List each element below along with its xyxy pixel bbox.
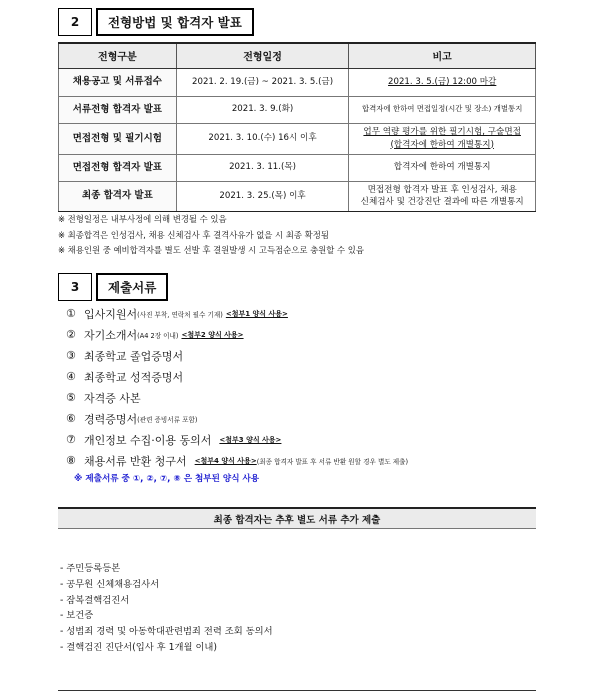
row-category: 최종 합격자 발표	[59, 181, 177, 211]
row-note	[349, 181, 536, 211]
final-documents-heading: 최종 합격자는 추후 별도 서류 추가 제출	[58, 507, 536, 529]
list-item	[66, 366, 408, 387]
row-schedule: 2021. 3. 10.(수) 16시 이후	[176, 123, 349, 154]
row-schedule: 2021. 3. 25.(목) 이후	[176, 181, 349, 211]
list-item	[66, 450, 408, 471]
section-number: 3	[58, 273, 92, 301]
final-documents-list	[60, 561, 273, 656]
item-detail: (관련 증빙서류 포함)	[137, 415, 198, 424]
item-title: 입사지원서	[84, 307, 138, 321]
row-note-line: 업무 역량 평가를 위한 필기시험, 구술면접	[363, 127, 521, 138]
item-title: 최종학교 졸업증명서	[84, 349, 184, 363]
item-title: 자기소개서	[84, 328, 138, 342]
list-item: - 보건증	[60, 610, 94, 622]
row-note	[349, 123, 536, 154]
section-3-header	[58, 273, 168, 301]
row-category: 면접전형 및 필기시험	[59, 123, 177, 154]
list-item: - 성범죄 경력 및 아동학대관련범죄 전력 조회 동의서	[60, 626, 273, 638]
row-category: 면접전형 합격자 발표	[59, 154, 177, 181]
item-number: ①	[66, 307, 76, 320]
item-number: ③	[66, 349, 76, 362]
item-number: ④	[66, 370, 76, 383]
table-row	[59, 96, 536, 123]
section-title: 전형방법 및 합격자 발표	[96, 8, 254, 36]
section-2-header	[58, 8, 254, 36]
item-title: 자격증 사본	[84, 391, 141, 405]
row-note: 2021. 3. 5.(금) 12:00 마감	[349, 68, 536, 96]
table-row	[59, 154, 536, 181]
item-detail: (A4 2장 이내)	[137, 331, 179, 340]
column-header: 전형일정	[176, 43, 349, 68]
row-schedule: 2021. 3. 9.(화)	[176, 96, 349, 123]
required-documents-list	[66, 303, 408, 484]
list-item	[66, 387, 408, 408]
list-item	[66, 408, 408, 429]
row-schedule: 2021. 2. 19.(금) ~ 2021. 3. 5.(금)	[176, 68, 349, 96]
list-item: - 공무원 신체채용검사서	[60, 578, 160, 590]
list-item: - 잠복결핵검진서	[60, 594, 130, 606]
list-item	[66, 345, 408, 366]
schedule-notes	[58, 212, 364, 259]
column-header: 비고	[349, 43, 536, 68]
note-line: ※ 채용인원 중 예비합격자를 별도 선발 후 결원발생 시 고득점순으로 충원할 수 있음	[58, 245, 364, 256]
attachment-note: <첨부1 양식 사용>	[225, 309, 288, 318]
item-title: 개인정보 수집·이용 동의서	[84, 433, 212, 447]
item-detail: (최종 합격자 발표 후 서류 반환 원할 경우 별도 제출)	[256, 457, 409, 466]
attachment-note: <첨부2 양식 사용>	[181, 330, 244, 339]
list-item	[66, 303, 408, 324]
row-schedule: 2021. 3. 11.(목)	[176, 154, 349, 181]
item-title: 최종학교 성적증명서	[84, 370, 184, 384]
attachment-summary-note: ※ 제출서류 중 ①, ②, ⑦, ⑧ 은 첨부된 양식 사용	[74, 474, 260, 484]
row-note: 합격자에 한하여 개별통지	[349, 154, 536, 181]
row-note-line: (합격자에 한하여 개별통지)	[390, 139, 494, 150]
attachment-note: <첨부3 양식 사용>	[219, 435, 282, 444]
item-title: 채용서류 반환 청구서	[84, 454, 187, 468]
item-number: ⑥	[66, 412, 76, 425]
note-line: ※ 최종합격은 인성검사, 채용 신체검사 후 결격사유가 없을 시 최종 확정됨	[58, 229, 329, 240]
item-detail: (사진 부착, 연락처 필수 기재)	[137, 310, 223, 319]
table-row	[59, 68, 536, 96]
list-item: - 주민등록등본	[60, 563, 121, 574]
item-number: ②	[66, 328, 76, 341]
table-row	[59, 123, 536, 154]
row-category: 서류전형 합격자 발표	[59, 96, 177, 123]
list-item	[66, 324, 408, 345]
list-item: - 결핵검진 진단서(입사 후 1개월 이내)	[60, 641, 218, 653]
row-note-line: 면접전형 합격자 발표 후 인성검사, 채용	[367, 184, 517, 195]
list-item	[66, 429, 408, 450]
item-title: 경력증명서	[84, 412, 138, 426]
row-note-line: 신체검사 및 건강진단 결과에 따른 개별통지	[360, 197, 524, 207]
row-note: 합격자에 한하여 면접일정(시간 및 장소) 개별통지	[349, 96, 536, 123]
table-header-row	[59, 43, 536, 68]
schedule-table	[58, 42, 536, 212]
row-category: 채용공고 및 서류접수	[59, 68, 177, 96]
note-line: ※ 전형일정은 내부사정에 의해 변경될 수 있음	[58, 214, 227, 224]
attachment-note: <첨부4 양식 사용>	[194, 456, 257, 465]
table-row	[59, 181, 536, 211]
bottom-divider	[58, 690, 536, 691]
column-header: 전형구분	[59, 43, 177, 68]
item-number: ⑤	[66, 391, 76, 404]
section-number: 2	[58, 8, 92, 36]
item-number: ⑧	[66, 454, 76, 467]
item-number: ⑦	[66, 433, 76, 446]
section-title: 제출서류	[96, 273, 168, 301]
